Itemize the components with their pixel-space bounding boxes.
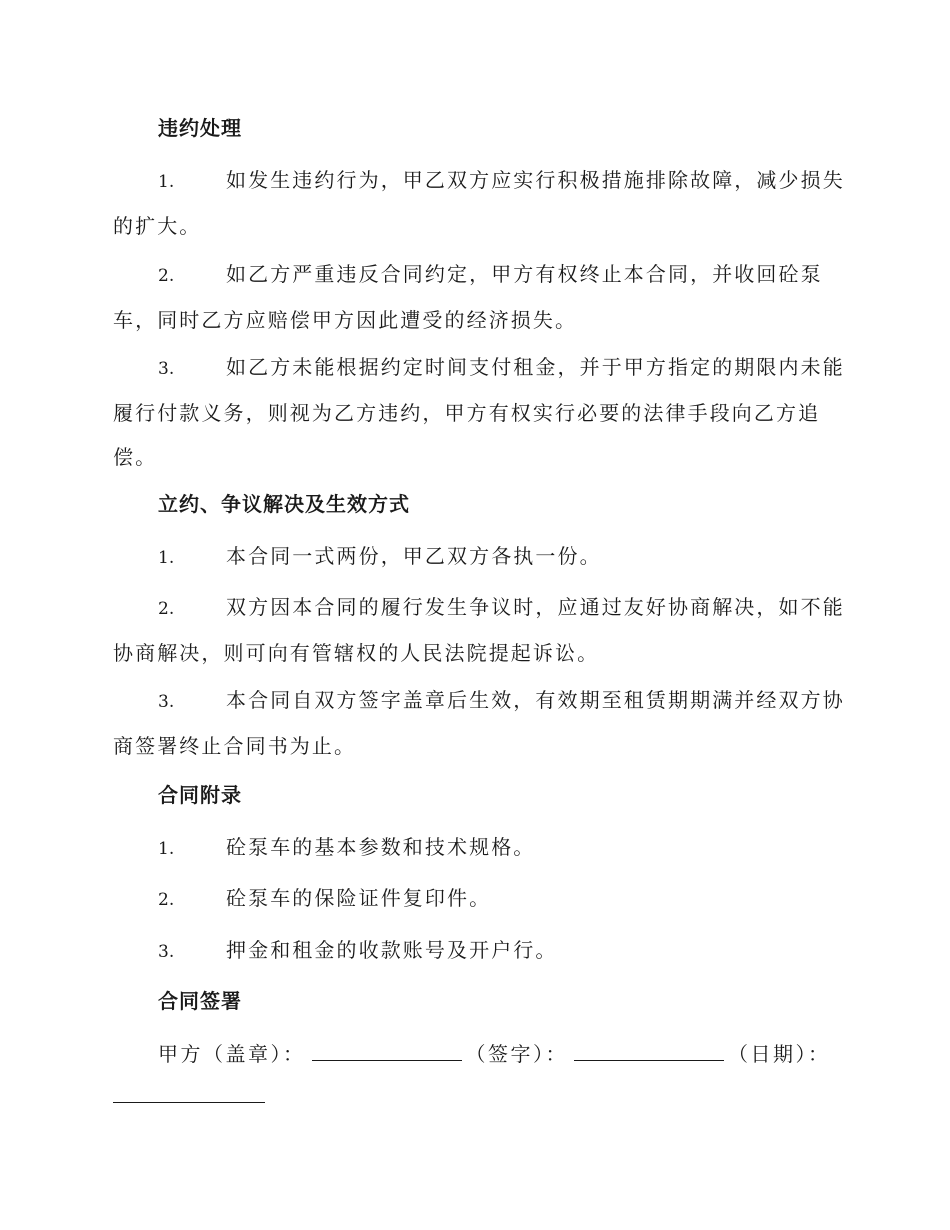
item-first-line [113, 876, 833, 922]
item-number: 1. [158, 172, 175, 192]
item-text: 履行付款义务，则视为乙方违约，甲方有权实行必要的法律手段向乙方追 [113, 401, 821, 425]
party-a-seal-label: 甲方（盖章）： [158, 1042, 306, 1066]
section-heading-signing: 合同签署 [158, 989, 242, 1013]
item-first-line [113, 252, 833, 298]
item-number: 1. [158, 839, 175, 859]
section-heading-dispute: 立约、争议解决及生效方式 [158, 492, 410, 516]
list-item [113, 534, 833, 580]
date-label: （日期）： [728, 1042, 831, 1066]
item-text: 如乙方未能根据约定时间支付租金，并于甲方指定的期限内未能 [226, 355, 845, 379]
item-number: 2. [158, 599, 175, 619]
seal-blank-field[interactable] [312, 1038, 462, 1061]
list-item [113, 252, 833, 342]
item-text: 本合同一式两份，甲乙双方各执一份。 [226, 544, 602, 568]
item-text: 偿。 [113, 445, 158, 469]
item-text: 如乙方严重违反合同约定，甲方有权终止本合同，并收回砼泵 [226, 262, 823, 286]
list-item [113, 876, 833, 922]
item-first-line [113, 928, 833, 974]
item-number: 2. [158, 266, 175, 286]
list-item [113, 928, 833, 974]
item-number: 3. [158, 359, 175, 379]
list-item [113, 585, 845, 675]
item-number: 1. [158, 548, 175, 568]
item-text: 双方因本合同的履行发生争议时，应通过友好协商解决，如不能 [226, 595, 845, 619]
list-item [113, 158, 845, 248]
date-blank-field[interactable] [113, 1102, 265, 1103]
item-text: 的扩大。 [113, 214, 202, 238]
item-first-line [113, 534, 833, 580]
item-first-line [113, 585, 845, 631]
item-text: 本合同自双方签字盖章后生效，有效期至租赁期期满并经双方协 [226, 688, 845, 712]
list-item [113, 345, 845, 479]
item-text: 车，同时乙方应赔偿甲方因此遭受的经济损失。 [113, 308, 578, 332]
item-first-line [113, 345, 845, 391]
signature-line [158, 1036, 831, 1072]
item-first-line [113, 158, 845, 204]
list-item [113, 678, 845, 768]
item-first-line [113, 678, 845, 724]
item-text: 商签署终止合同书为止。 [113, 734, 357, 758]
signature-label: （签字）： [465, 1042, 568, 1066]
item-first-line [113, 825, 833, 871]
item-text: 砼泵车的基本参数和技术规格。 [226, 835, 536, 859]
item-number: 2. [158, 890, 175, 910]
section-heading-breach: 违约处理 [158, 116, 242, 140]
item-text: 协商解决，则可向有管辖权的人民法院提起诉讼。 [113, 641, 600, 665]
section-heading-appendix: 合同附录 [158, 783, 242, 807]
item-text: 如发生违约行为，甲乙双方应实行积极措施排除故障，减少损失 [226, 168, 845, 192]
signature-blank-field[interactable] [574, 1038, 724, 1061]
item-text: 砼泵车的保险证件复印件。 [226, 886, 492, 910]
item-number: 3. [158, 692, 175, 712]
item-number: 3. [158, 942, 175, 962]
list-item [113, 825, 833, 871]
item-text: 押金和租金的收款账号及开户行。 [226, 938, 558, 962]
